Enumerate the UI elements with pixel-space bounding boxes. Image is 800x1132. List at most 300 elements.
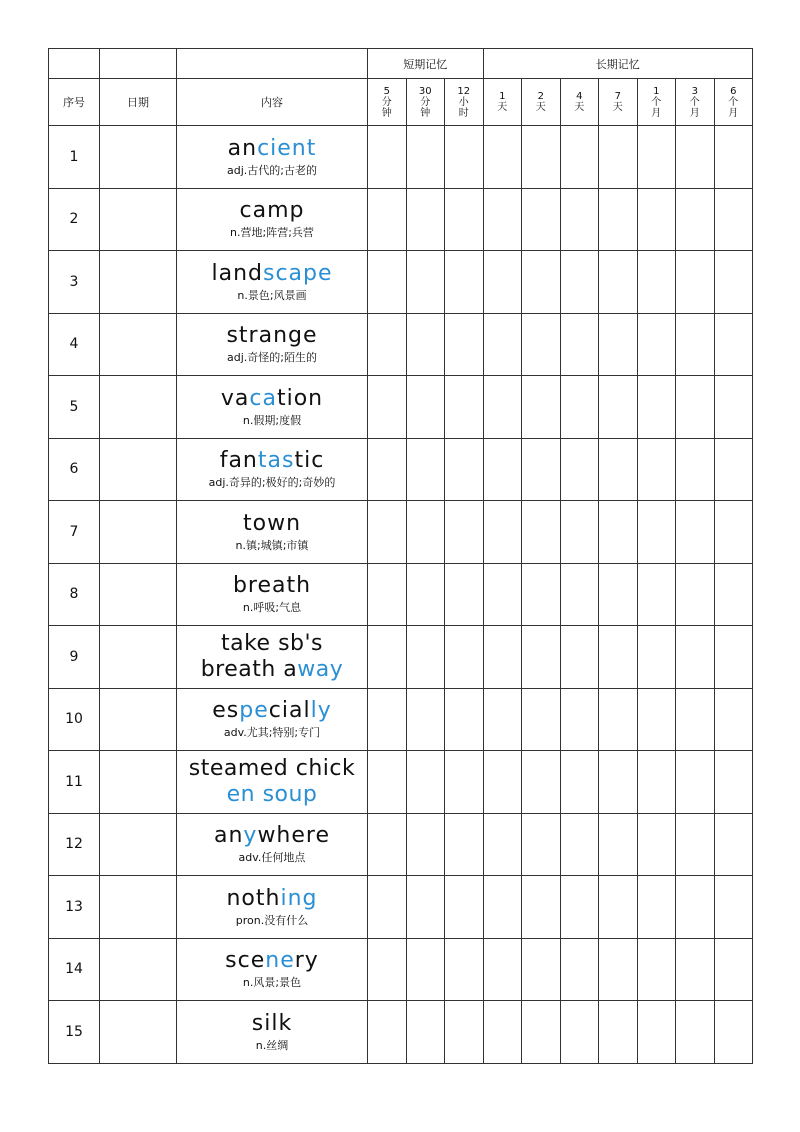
review-checkbox-cell[interactable] — [445, 376, 484, 439]
interval-part: 分 — [381, 96, 392, 108]
date-cell[interactable] — [100, 626, 177, 689]
vocab-word — [177, 698, 367, 724]
review-checkbox-cell[interactable] — [522, 876, 561, 939]
content-cell — [177, 688, 368, 751]
word-part: es — [212, 698, 240, 724]
word-part: breath — [232, 573, 312, 599]
review-checkbox-cell[interactable] — [522, 563, 561, 626]
review-checkbox-cell[interactable] — [522, 438, 561, 501]
vocab-definition: adj.奇怪的;陌生的 — [227, 351, 317, 365]
table-row — [49, 313, 753, 376]
review-checkbox-cell[interactable] — [368, 688, 407, 751]
review-checkbox-cell[interactable] — [522, 1001, 561, 1064]
date-cell[interactable] — [100, 313, 177, 376]
review-checkbox-cell[interactable] — [483, 1001, 522, 1064]
interval-part: 30 — [418, 85, 432, 97]
word-part: fan — [219, 448, 258, 474]
interval-part: 天 — [574, 102, 585, 113]
word-highlight: en soup — [226, 781, 318, 807]
review-checkbox-cell[interactable] — [676, 751, 715, 814]
review-checkbox-cell[interactable] — [406, 376, 445, 439]
word-highlight: tas — [257, 448, 295, 474]
review-checkbox-cell[interactable] — [714, 751, 753, 814]
header-blank-content — [177, 49, 368, 79]
vocab-word — [177, 573, 367, 599]
review-checkbox-cell[interactable] — [599, 626, 638, 689]
vocab-phrase-line — [177, 782, 367, 808]
content-cell — [177, 438, 368, 501]
table-row — [49, 376, 753, 439]
content-cell — [177, 813, 368, 876]
content-cell — [177, 501, 368, 564]
review-checkbox-cell[interactable] — [368, 251, 407, 314]
review-checkbox-cell[interactable] — [406, 813, 445, 876]
vocab-phrase-line — [177, 631, 367, 657]
row-index: 4 — [49, 313, 100, 376]
content-cell — [177, 938, 368, 1001]
date-cell[interactable] — [100, 688, 177, 751]
review-checkbox-cell[interactable] — [483, 313, 522, 376]
content-cell — [177, 751, 368, 814]
review-checkbox-cell[interactable] — [368, 376, 407, 439]
review-checkbox-cell[interactable] — [714, 313, 753, 376]
review-checkbox-cell[interactable] — [368, 938, 407, 1001]
vocab-definition: adv.任何地点 — [238, 851, 306, 865]
word-highlight: y — [243, 823, 258, 849]
review-checkbox-cell[interactable] — [522, 188, 561, 251]
review-checkbox-cell[interactable] — [637, 813, 676, 876]
review-checkbox-cell[interactable] — [560, 813, 599, 876]
word-part: an — [213, 823, 244, 849]
review-checkbox-cell[interactable] — [560, 251, 599, 314]
word-part: where — [257, 823, 331, 849]
review-checkbox-cell[interactable] — [445, 251, 484, 314]
vocab-definition: n.呼吸;气息 — [242, 601, 302, 615]
review-checkbox-cell[interactable] — [406, 626, 445, 689]
header-row-groups — [49, 49, 753, 79]
content-cell — [177, 126, 368, 189]
review-checkbox-cell[interactable] — [368, 313, 407, 376]
review-checkbox-cell[interactable] — [714, 688, 753, 751]
word-highlight: ly — [310, 698, 332, 724]
review-checkbox-cell[interactable] — [522, 813, 561, 876]
review-checkbox-cell[interactable] — [637, 1001, 676, 1064]
review-checkbox-cell[interactable] — [637, 938, 676, 1001]
vocab-word — [177, 386, 367, 412]
review-checkbox-cell[interactable] — [676, 438, 715, 501]
date-cell[interactable] — [100, 188, 177, 251]
word-part: va — [220, 385, 250, 411]
word-highlight: scape — [262, 260, 333, 286]
review-checkbox-cell[interactable] — [714, 563, 753, 626]
review-checkbox-cell[interactable] — [483, 938, 522, 1001]
row-index: 9 — [49, 626, 100, 689]
review-checkbox-cell[interactable] — [714, 438, 753, 501]
review-checkbox-cell[interactable] — [637, 126, 676, 189]
vocab-definition: adj.奇异的;极好的;奇妙的 — [208, 476, 336, 490]
review-checkbox-cell[interactable] — [483, 126, 522, 189]
interval-header-4 — [522, 79, 561, 126]
review-checkbox-cell[interactable] — [599, 938, 638, 1001]
review-checkbox-cell[interactable] — [676, 813, 715, 876]
interval-part: 4 — [576, 91, 583, 102]
review-checkbox-cell[interactable] — [406, 188, 445, 251]
vocab-definition: n.假期;度假 — [242, 413, 302, 427]
word-part: tic — [294, 448, 325, 474]
vocab-phrase-line — [177, 756, 367, 782]
word-part: land — [211, 260, 263, 286]
row-index: 6 — [49, 438, 100, 501]
review-checkbox-cell[interactable] — [637, 438, 676, 501]
review-checkbox-cell[interactable] — [445, 126, 484, 189]
index-header: 序号 — [49, 79, 100, 126]
review-checkbox-cell[interactable] — [637, 688, 676, 751]
review-checkbox-cell[interactable] — [406, 1001, 445, 1064]
review-checkbox-cell[interactable] — [522, 313, 561, 376]
row-index: 1 — [49, 126, 100, 189]
row-index: 15 — [49, 1001, 100, 1064]
row-index: 3 — [49, 251, 100, 314]
review-checkbox-cell[interactable] — [560, 876, 599, 939]
review-checkbox-cell[interactable] — [676, 688, 715, 751]
review-checkbox-cell[interactable] — [676, 1001, 715, 1064]
interval-part: 1 — [653, 85, 660, 97]
review-checkbox-cell[interactable] — [599, 126, 638, 189]
memory-table — [48, 48, 753, 1064]
review-checkbox-cell[interactable] — [560, 501, 599, 564]
review-checkbox-cell[interactable] — [637, 501, 676, 564]
content-cell — [177, 188, 368, 251]
vocab-definition: pron.没有什么 — [235, 913, 309, 927]
review-checkbox-cell[interactable] — [368, 626, 407, 689]
review-checkbox-cell[interactable] — [637, 751, 676, 814]
date-cell[interactable] — [100, 813, 177, 876]
review-checkbox-cell[interactable] — [368, 876, 407, 939]
review-checkbox-cell[interactable] — [368, 501, 407, 564]
content-cell — [177, 251, 368, 314]
review-checkbox-cell[interactable] — [483, 813, 522, 876]
table-row — [49, 501, 753, 564]
review-checkbox-cell[interactable] — [637, 188, 676, 251]
date-cell[interactable] — [100, 751, 177, 814]
interval-header-7 — [637, 79, 676, 126]
review-checkbox-cell[interactable] — [676, 188, 715, 251]
review-checkbox-cell[interactable] — [560, 438, 599, 501]
review-checkbox-cell[interactable] — [483, 626, 522, 689]
long-term-header: 长期记忆 — [483, 49, 753, 79]
review-checkbox-cell[interactable] — [676, 376, 715, 439]
review-checkbox-cell[interactable] — [483, 438, 522, 501]
content-cell — [177, 1001, 368, 1064]
header-blank-date — [100, 49, 177, 79]
word-part: take sb's — [220, 630, 324, 656]
review-checkbox-cell[interactable] — [406, 251, 445, 314]
review-checkbox-cell[interactable] — [637, 563, 676, 626]
interval-part: 天 — [612, 102, 623, 113]
interval-header-2 — [445, 79, 484, 126]
interval-part: 个 — [689, 96, 700, 108]
row-index: 5 — [49, 376, 100, 439]
review-checkbox-cell[interactable] — [406, 501, 445, 564]
row-index: 13 — [49, 876, 100, 939]
review-checkbox-cell[interactable] — [368, 438, 407, 501]
date-cell[interactable] — [100, 938, 177, 1001]
date-cell[interactable] — [100, 501, 177, 564]
review-checkbox-cell[interactable] — [714, 1001, 753, 1064]
review-checkbox-cell[interactable] — [560, 688, 599, 751]
review-checkbox-cell[interactable] — [676, 626, 715, 689]
table-row — [49, 688, 753, 751]
date-cell[interactable] — [100, 1001, 177, 1064]
review-checkbox-cell[interactable] — [676, 501, 715, 564]
review-checkbox-cell[interactable] — [637, 251, 676, 314]
review-checkbox-cell[interactable] — [637, 376, 676, 439]
interval-part: 2 — [537, 91, 544, 102]
row-index: 7 — [49, 501, 100, 564]
review-checkbox-cell[interactable] — [599, 251, 638, 314]
table-row — [49, 938, 753, 1001]
review-checkbox-cell[interactable] — [483, 688, 522, 751]
review-checkbox-cell[interactable] — [714, 501, 753, 564]
review-checkbox-cell[interactable] — [445, 876, 484, 939]
content-cell — [177, 876, 368, 939]
word-highlight: pe — [239, 698, 269, 724]
review-checkbox-cell[interactable] — [445, 626, 484, 689]
review-checkbox-cell[interactable] — [637, 876, 676, 939]
review-checkbox-cell[interactable] — [714, 251, 753, 314]
review-checkbox-cell[interactable] — [368, 188, 407, 251]
header-row-columns — [49, 79, 753, 126]
vocab-word — [177, 948, 367, 974]
review-checkbox-cell[interactable] — [445, 501, 484, 564]
review-checkbox-cell[interactable] — [406, 688, 445, 751]
word-highlight: ca — [249, 385, 277, 411]
review-checkbox-cell[interactable] — [599, 1001, 638, 1064]
review-checkbox-cell[interactable] — [714, 813, 753, 876]
review-checkbox-cell[interactable] — [676, 563, 715, 626]
interval-part: 钟 — [420, 107, 431, 119]
review-checkbox-cell[interactable] — [406, 313, 445, 376]
review-checkbox-cell[interactable] — [483, 563, 522, 626]
review-checkbox-cell[interactable] — [599, 438, 638, 501]
word-part: an — [227, 135, 258, 161]
vocab-definition: n.丝绸 — [255, 1038, 289, 1052]
interval-part: 12 — [457, 85, 471, 97]
interval-header-9 — [714, 79, 753, 126]
review-checkbox-cell[interactable] — [560, 938, 599, 1001]
review-checkbox-cell[interactable] — [714, 626, 753, 689]
review-checkbox-cell[interactable] — [676, 251, 715, 314]
review-checkbox-cell[interactable] — [368, 751, 407, 814]
review-checkbox-cell[interactable] — [676, 876, 715, 939]
row-index: 12 — [49, 813, 100, 876]
vocab-definition: adv.尤其;特别;专门 — [223, 726, 321, 740]
word-part: silk — [251, 1010, 293, 1036]
interval-part: 1 — [499, 91, 506, 102]
vocab-word — [177, 261, 367, 287]
review-checkbox-cell[interactable] — [406, 938, 445, 1001]
review-checkbox-cell[interactable] — [483, 376, 522, 439]
table-row — [49, 188, 753, 251]
review-checkbox-cell[interactable] — [406, 876, 445, 939]
content-cell — [177, 313, 368, 376]
review-checkbox-cell[interactable] — [676, 126, 715, 189]
review-checkbox-cell[interactable] — [560, 126, 599, 189]
vocab-word — [177, 323, 367, 349]
review-checkbox-cell[interactable] — [483, 501, 522, 564]
vocab-word — [177, 1011, 367, 1037]
review-checkbox-cell[interactable] — [599, 563, 638, 626]
table-row — [49, 813, 753, 876]
interval-header-1 — [406, 79, 445, 126]
vocab-word — [177, 511, 367, 537]
review-checkbox-cell[interactable] — [522, 938, 561, 1001]
review-checkbox-cell[interactable] — [637, 626, 676, 689]
review-checkbox-cell[interactable] — [560, 751, 599, 814]
review-checkbox-cell[interactable] — [445, 1001, 484, 1064]
review-checkbox-cell[interactable] — [483, 876, 522, 939]
review-checkbox-cell[interactable] — [522, 251, 561, 314]
review-checkbox-cell[interactable] — [714, 876, 753, 939]
review-checkbox-cell[interactable] — [406, 751, 445, 814]
content-cell — [177, 626, 368, 689]
header-blank-index — [49, 49, 100, 79]
review-checkbox-cell[interactable] — [714, 376, 753, 439]
interval-part: 天 — [497, 102, 508, 113]
date-cell[interactable] — [100, 251, 177, 314]
interval-part: 5 — [383, 85, 390, 97]
review-checkbox-cell[interactable] — [676, 313, 715, 376]
interval-part: 钟 — [381, 107, 392, 119]
review-checkbox-cell[interactable] — [445, 438, 484, 501]
review-checkbox-cell[interactable] — [445, 563, 484, 626]
review-checkbox-cell[interactable] — [368, 813, 407, 876]
content-header: 内容 — [177, 79, 368, 126]
interval-part: 小 — [458, 96, 469, 108]
vocab-definition: n.镇;城镇;市镇 — [235, 538, 309, 552]
review-checkbox-cell[interactable] — [483, 751, 522, 814]
review-checkbox-cell[interactable] — [406, 438, 445, 501]
row-index: 10 — [49, 688, 100, 751]
review-checkbox-cell[interactable] — [368, 126, 407, 189]
review-checkbox-cell[interactable] — [445, 313, 484, 376]
review-checkbox-cell[interactable] — [445, 188, 484, 251]
table-row — [49, 251, 753, 314]
review-checkbox-cell[interactable] — [599, 313, 638, 376]
vocab-word — [177, 448, 367, 474]
review-checkbox-cell[interactable] — [599, 751, 638, 814]
review-checkbox-cell[interactable] — [714, 188, 753, 251]
review-checkbox-cell[interactable] — [676, 938, 715, 1001]
review-checkbox-cell[interactable] — [599, 876, 638, 939]
interval-part: 3 — [691, 85, 698, 97]
review-checkbox-cell[interactable] — [714, 126, 753, 189]
word-part: camp — [239, 198, 305, 224]
interval-part: 时 — [458, 107, 469, 119]
interval-part: 天 — [535, 102, 546, 113]
review-checkbox-cell[interactable] — [599, 376, 638, 439]
table-row — [49, 626, 753, 689]
table-row — [49, 1001, 753, 1064]
review-checkbox-cell[interactable] — [522, 688, 561, 751]
word-part: town — [242, 510, 302, 536]
review-checkbox-cell[interactable] — [445, 813, 484, 876]
date-cell[interactable] — [100, 563, 177, 626]
review-checkbox-cell[interactable] — [522, 751, 561, 814]
vocab-word — [177, 823, 367, 849]
word-part: sce — [225, 948, 266, 974]
vocab-definition: adj.古代的;古老的 — [227, 163, 317, 177]
review-checkbox-cell[interactable] — [522, 376, 561, 439]
review-checkbox-cell[interactable] — [406, 126, 445, 189]
review-checkbox-cell[interactable] — [599, 501, 638, 564]
row-index: 8 — [49, 563, 100, 626]
review-checkbox-cell[interactable] — [522, 501, 561, 564]
date-cell[interactable] — [100, 376, 177, 439]
review-checkbox-cell[interactable] — [445, 751, 484, 814]
table-row — [49, 876, 753, 939]
table-row — [49, 438, 753, 501]
word-part: tion — [276, 385, 324, 411]
vocab-word — [177, 136, 367, 162]
review-checkbox-cell[interactable] — [368, 563, 407, 626]
interval-header-8 — [676, 79, 715, 126]
review-checkbox-cell[interactable] — [445, 938, 484, 1001]
short-term-header: 短期记忆 — [368, 49, 484, 79]
review-checkbox-cell[interactable] — [560, 313, 599, 376]
review-checkbox-cell[interactable] — [599, 688, 638, 751]
date-cell[interactable] — [100, 438, 177, 501]
interval-header-5 — [560, 79, 599, 126]
review-checkbox-cell[interactable] — [560, 376, 599, 439]
review-checkbox-cell[interactable] — [560, 626, 599, 689]
review-checkbox-cell[interactable] — [483, 188, 522, 251]
word-part: cial — [268, 698, 311, 724]
vocab-word — [177, 886, 367, 912]
word-highlight: ne — [265, 948, 295, 974]
review-checkbox-cell[interactable] — [483, 251, 522, 314]
review-checkbox-cell[interactable] — [560, 563, 599, 626]
interval-part: 个 — [651, 96, 662, 108]
review-checkbox-cell[interactable] — [522, 126, 561, 189]
word-part: breath a — [200, 656, 298, 682]
date-cell[interactable] — [100, 126, 177, 189]
review-checkbox-cell[interactable] — [522, 626, 561, 689]
review-checkbox-cell[interactable] — [560, 1001, 599, 1064]
content-cell — [177, 376, 368, 439]
interval-part: 6 — [730, 85, 737, 97]
table-row — [49, 751, 753, 814]
review-checkbox-cell[interactable] — [445, 688, 484, 751]
interval-part: 月 — [651, 107, 662, 119]
row-index: 14 — [49, 938, 100, 1001]
review-checkbox-cell[interactable] — [599, 188, 638, 251]
vocab-definition: n.风景;景色 — [242, 976, 302, 990]
table-row — [49, 563, 753, 626]
review-checkbox-cell[interactable] — [406, 563, 445, 626]
interval-part: 7 — [614, 91, 621, 102]
vocab-phrase-line — [177, 657, 367, 683]
review-checkbox-cell[interactable] — [637, 313, 676, 376]
review-checkbox-cell[interactable] — [368, 1001, 407, 1064]
word-highlight: ing — [280, 885, 318, 911]
review-checkbox-cell[interactable] — [714, 938, 753, 1001]
date-cell[interactable] — [100, 876, 177, 939]
word-part: steamed chick — [188, 755, 356, 781]
review-checkbox-cell[interactable] — [599, 813, 638, 876]
review-checkbox-cell[interactable] — [560, 188, 599, 251]
vocab-word — [177, 198, 367, 224]
